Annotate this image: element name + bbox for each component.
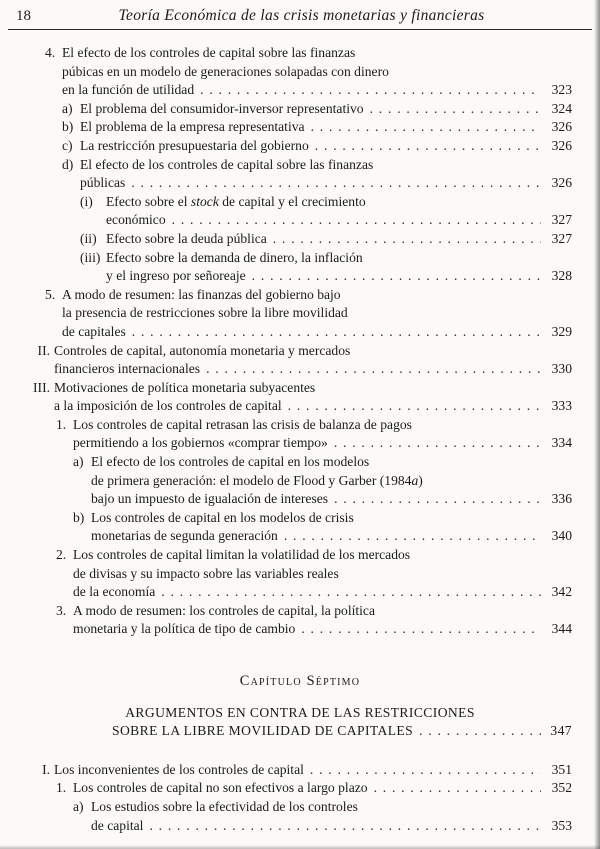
toc-text	[80, 118, 305, 137]
toc-text	[91, 527, 278, 546]
toc-entry-marker: 2.	[56, 547, 67, 563]
toc-entry	[28, 779, 572, 798]
toc-entry-line	[73, 434, 572, 453]
toc-text: El problema del consumidor-inversor representativo	[80, 100, 364, 116]
toc-entry	[28, 44, 572, 100]
toc-entry-line	[80, 156, 572, 175]
chapter-title	[28, 704, 572, 741]
toc-entry-marker: 1.	[56, 416, 67, 432]
toc-entry-marker: II.	[37, 342, 50, 358]
toc-entry	[28, 798, 572, 835]
toc-page-number: 326	[551, 137, 572, 153]
toc-text: públicas	[80, 175, 126, 191]
toc-entry-line	[62, 63, 572, 82]
toc-page-number: 336	[551, 491, 572, 507]
toc-entry-line	[54, 379, 572, 398]
dot-leader	[149, 817, 541, 836]
toc-text	[91, 817, 143, 836]
toc-page-number: 328	[551, 268, 572, 284]
toc-entry-line	[73, 546, 572, 565]
toc-page-number: 334	[551, 435, 572, 451]
dot-leader	[315, 137, 541, 156]
toc-text	[54, 397, 282, 416]
toc-text: Los inconvenientes de los controles de capital	[54, 761, 304, 777]
toc-text	[106, 230, 267, 249]
toc-page-number: 352	[551, 780, 572, 796]
toc-page-number: 353	[551, 817, 572, 833]
toc-page-number: 329	[551, 323, 572, 339]
toc-text: Los estudios sobre la efectividad de los controles	[91, 798, 358, 814]
toc-text: El efecto de los controles de capital sobre las finanzas	[80, 156, 374, 172]
toc-text: púbicas en un modelo de generaciones solapadas con dinero	[62, 63, 389, 79]
toc-entry-line	[62, 304, 572, 323]
dot-leader	[284, 527, 541, 546]
toc	[28, 44, 572, 835]
dot-leader	[311, 118, 541, 137]
toc-entry	[28, 546, 572, 602]
toc-text	[106, 267, 246, 286]
toc-text	[73, 434, 328, 453]
toc-page-number: 333	[551, 398, 572, 414]
toc-text: de divisas y su impacto sobre las variables reales	[73, 565, 339, 581]
toc-entry-line	[73, 416, 572, 435]
toc-text: Los controles de capital no son efectivos a largo plazo	[73, 780, 368, 796]
toc-text: El efecto de los controles de capital en los modelos	[91, 454, 370, 470]
dot-leader	[200, 81, 541, 100]
toc-entry-line	[106, 211, 572, 230]
toc-entry-marker: 4.	[45, 45, 56, 60]
toc-entry-marker: 5.	[45, 286, 56, 302]
toc-text: a la imposición de los controles de capital	[54, 398, 282, 414]
toc-text: monetaria y la política de tipo de cambio	[73, 621, 296, 637]
toc-entry-line	[80, 118, 572, 137]
toc-text: A modo de resumen: las finanzas del gobierno bajo	[62, 286, 341, 302]
toc-page-number: 327	[551, 230, 572, 246]
toc-entry-line	[54, 342, 572, 361]
toc-entry-line	[62, 286, 572, 305]
dot-leader	[419, 722, 541, 741]
toc-text: Efecto sobre la demanda de dinero, la inflación	[106, 249, 363, 265]
toc-page-number: 327	[551, 212, 572, 228]
dot-leader	[374, 779, 541, 798]
toc-entry-line	[62, 81, 572, 100]
toc-text	[80, 174, 125, 193]
toc-text	[54, 761, 304, 780]
toc-entry-line	[91, 453, 572, 472]
toc-text: Controles de capital, autonomía monetaria y mercados	[54, 342, 351, 358]
toc-entry-line	[106, 249, 572, 268]
toc-text: y el ingreso por señoreaje	[106, 268, 246, 284]
toc-entry-line	[73, 565, 572, 584]
toc-entry	[28, 286, 572, 342]
toc-entry-line	[91, 509, 572, 528]
toc-entry-marker: (iii)	[80, 249, 101, 265]
toc-page-number: 347	[550, 723, 572, 739]
toc-text: bajo un impuesto de igualación de intereses	[91, 491, 329, 507]
toc-entry-marker: 3.	[56, 602, 67, 618]
toc-text	[62, 81, 194, 100]
toc-page-number: 342	[551, 584, 572, 600]
toc-text: financieros internacionales	[54, 361, 201, 377]
dot-leader	[252, 267, 541, 286]
toc-entry-line	[106, 193, 572, 212]
toc-entry-line	[80, 100, 572, 119]
toc-text	[73, 779, 368, 798]
toc-text: económico	[106, 212, 166, 228]
toc-text: A modo de resumen: los controles de capital, la política	[73, 602, 376, 618]
chapter-title-line: ARGUMENTOS EN CONTRA DE LAS RESTRICCIONES	[125, 704, 475, 720]
running-header-title: Teoría Económica de las crisis monetarias y financieras	[118, 7, 485, 24]
toc-entry-line	[54, 360, 572, 379]
toc-text: Efecto sobre la deuda pública	[106, 230, 267, 246]
toc-entry-line	[80, 137, 572, 156]
toc-entry-line	[91, 798, 572, 817]
toc-entry	[28, 137, 572, 156]
toc-entry-line	[91, 490, 572, 509]
toc-text: El problema de la empresa representativa	[80, 119, 305, 135]
toc-page-number: 340	[551, 528, 572, 544]
toc-entry-line	[91, 817, 572, 836]
dot-leader	[132, 323, 541, 342]
toc-text: )	[418, 472, 423, 488]
toc-page-number: 326	[551, 119, 572, 135]
toc-page-number: 351	[551, 761, 572, 777]
toc-entry-line	[54, 761, 572, 780]
toc-text	[54, 360, 200, 379]
scan-edge-bottom	[0, 845, 600, 849]
toc-entry-marker: d)	[62, 156, 74, 172]
scan-edge-right	[594, 0, 600, 849]
toc-entry	[28, 379, 572, 416]
toc-entry-line	[73, 779, 572, 798]
toc-entry-marker: I.	[42, 761, 50, 777]
toc-text: stock	[190, 193, 219, 209]
toc-entry-marker: c)	[62, 137, 73, 153]
toc-entry	[28, 193, 572, 230]
toc-text: de primera generación: el modelo de Flood y Garber (1984	[91, 472, 412, 488]
toc-text: permitiendo a los gobiernos «comprar tiempo»	[73, 435, 328, 451]
toc-entry	[28, 100, 572, 119]
toc-entry	[28, 342, 572, 379]
toc-entry	[28, 118, 572, 137]
toc-text: a	[411, 472, 419, 488]
chapter-title-line	[28, 722, 572, 741]
toc-text	[91, 490, 328, 509]
dot-leader	[334, 490, 541, 509]
toc-text	[73, 583, 155, 602]
toc-text: Motivaciones de política monetaria subyacentes	[54, 379, 316, 395]
toc-entry-line	[73, 602, 572, 621]
toc-entry-line	[62, 323, 572, 342]
dot-leader	[161, 583, 541, 602]
toc-entry-line	[54, 397, 572, 416]
toc-text: de capital	[91, 817, 144, 833]
dot-leader	[273, 230, 541, 249]
toc-text: El efecto de los controles de capital sobre las finanzas	[62, 45, 356, 60]
dot-leader	[206, 360, 541, 379]
toc-entry-marker: a)	[73, 454, 84, 470]
header-rule	[8, 29, 592, 30]
dot-leader	[370, 100, 541, 119]
toc-entry	[28, 761, 572, 780]
toc-entry	[28, 249, 572, 286]
toc-text: Efecto sobre el	[106, 193, 191, 209]
dot-leader	[172, 211, 541, 230]
page-header	[0, 0, 600, 28]
toc-text: Los controles de capital retrasan las crisis de balanza de pagos	[73, 416, 412, 432]
toc-entry-marker: 1.	[56, 780, 67, 796]
toc-entry-line	[62, 44, 572, 63]
toc-text: de capitales	[62, 323, 126, 339]
toc-entry-line	[91, 472, 572, 491]
toc-entry-marker: (i)	[80, 193, 93, 209]
dot-leader	[288, 397, 541, 416]
toc-entry-line	[106, 230, 572, 249]
toc-entry-marker: (ii)	[80, 230, 97, 246]
toc-text: de capital y el crecimiento	[218, 193, 366, 209]
toc-text: la presencia de restricciones sobre la libre movilidad	[62, 305, 348, 321]
toc-entry-marker: III.	[33, 379, 50, 395]
toc-entry-line	[73, 620, 572, 639]
toc-page-number: 324	[551, 100, 572, 116]
toc-entry-marker: a)	[62, 100, 73, 116]
toc-text: SOBRE LA LIBRE MOVILIDAD DE CAPITALES	[112, 723, 414, 739]
toc-entry-marker: b)	[73, 509, 85, 525]
toc-entry-marker: b)	[62, 119, 74, 135]
toc-text	[80, 100, 364, 119]
toc-text	[62, 323, 126, 342]
toc-entry	[28, 416, 572, 453]
toc-text: Los controles de capital limitan la volatilidad de los mercados	[73, 547, 411, 563]
page-number: 18	[16, 8, 31, 24]
toc-text: monetarias de segunda generación	[91, 528, 278, 544]
toc-entry-marker: a)	[73, 798, 84, 814]
toc-entry-line	[73, 583, 572, 602]
dot-leader	[310, 761, 541, 780]
toc-page-number: 326	[551, 175, 572, 191]
toc-text: de la economía	[73, 584, 156, 600]
toc-entry-line	[80, 174, 572, 193]
toc-text	[106, 211, 166, 230]
toc-page-number: 323	[551, 82, 572, 98]
toc-text: La restricción presupuestaria del gobierno	[80, 137, 309, 153]
toc-text: en la función de utilidad	[62, 82, 195, 98]
toc-entry-line	[91, 527, 572, 546]
toc-text	[80, 137, 309, 156]
dot-leader	[334, 434, 541, 453]
toc-entry	[28, 509, 572, 546]
toc-entry	[28, 602, 572, 639]
toc-text	[73, 620, 295, 639]
chapter-label: Capítulo Séptimo	[239, 673, 361, 689]
toc-page-number: 344	[551, 621, 572, 637]
dot-leader	[131, 174, 541, 193]
toc-entry	[28, 453, 572, 509]
toc-entry-line	[106, 267, 572, 286]
dot-leader	[301, 620, 541, 639]
toc-entry	[28, 230, 572, 249]
toc-page-number: 330	[551, 361, 572, 377]
toc-text: Los controles de capital en los modelos de crisis	[91, 509, 354, 525]
toc-entry	[28, 156, 572, 193]
